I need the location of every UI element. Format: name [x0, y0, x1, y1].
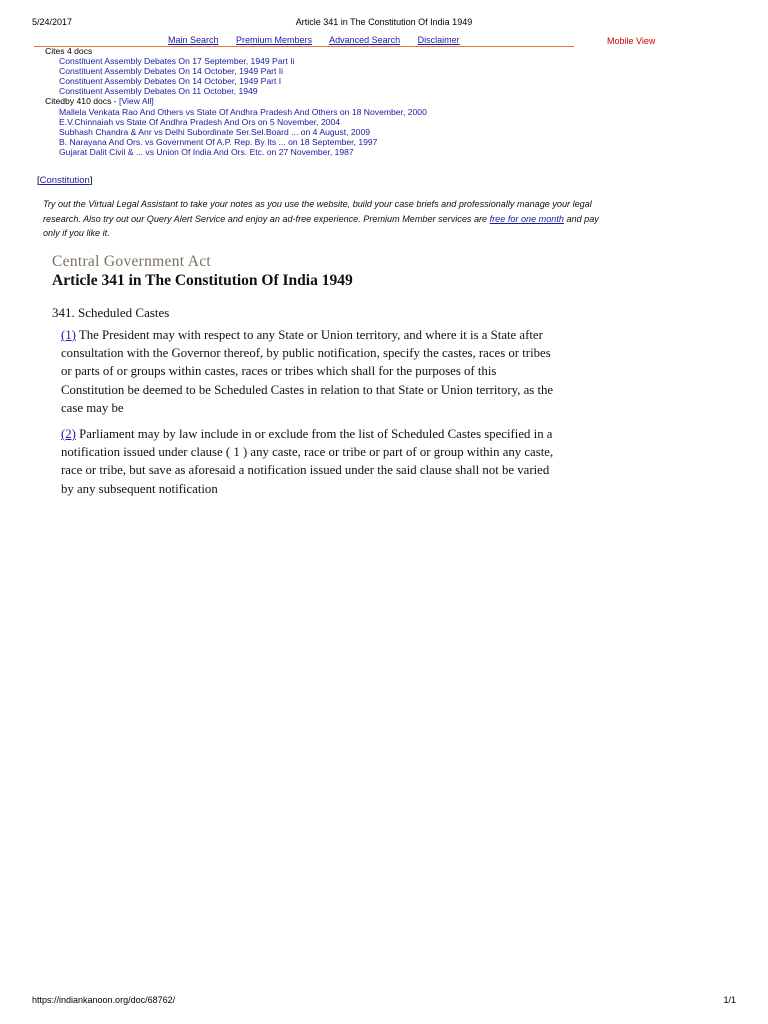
- nav-advanced-search-link[interactable]: Advanced Search: [329, 35, 401, 45]
- category-tag: [37, 175, 92, 186]
- clause-1-text: The President may with respect to any State or Union territory, and where it is a State after consultation with the Governor thereof, by public notification, specify the castes, races or tribes or parts of or groups within castes, races or tribes which shall for the purposes of this Constitution be deemed to be Scheduled Castes in relation to that State or Union territory, as the case may be: [61, 328, 554, 415]
- free-trial-link[interactable]: free for one month: [489, 213, 564, 224]
- clause-2-text: Parliament may by law include in or exclude from the list of Scheduled Castes specified in a notification issued under clause ( 1 ) any caste, race or tribe or part of or group within any caste, race or tribe, but save as aforesaid a notification issued under the said clause shall not be varied by any subsequent notification: [61, 427, 554, 496]
- mobile-view-link[interactable]: Mobile View: [607, 36, 656, 46]
- promo-text: Try out the Virtual Legal Assistant to take your notes as you use the website, build your case briefs and professionally manage your legal research. Also try out our Query Alert Service and enjoy an ad-free experience. Premium Member services are: [43, 199, 592, 224]
- nav-links: [168, 35, 475, 45]
- cites-item-link[interactable]: Constituent Assembly Debates On 11 October, 1949: [59, 86, 258, 97]
- citedby-item-link[interactable]: B. Narayana And Ors. vs Government Of A.P. Rep. By Its ... on 18 September, 1997: [59, 136, 378, 147]
- citations-panel: [45, 46, 565, 157]
- nav-main-search-link[interactable]: Main Search: [168, 35, 219, 45]
- cites-item-link[interactable]: Constituent Assembly Debates On 17 September, 1949 Part Ii: [59, 56, 295, 67]
- print-title: Article 341 in The Constitution Of India 1949: [295, 17, 473, 27]
- nav-premium-members-link[interactable]: Premium Members: [236, 35, 313, 45]
- cites-item-link[interactable]: Constituent Assembly Debates On 14 October, 1949 Part I: [59, 76, 282, 87]
- citedby-item-link[interactable]: Mallela Venkata Rao And Others vs State Of Andhra Pradesh And Others on 18 November, 2000: [59, 106, 427, 117]
- cites-header: Cites 4 docs: [45, 46, 93, 56]
- citedby-item-link[interactable]: Subhash Chandra & Anr vs Delhi Subordinate Ser.Sel.Board ... on 4 August, 2009: [59, 126, 371, 137]
- citedby-count: Citedby 410 docs -: [45, 96, 120, 107]
- document-title: Article 341 in The Constitution Of India 1949: [52, 272, 353, 289]
- premium-promo: [43, 197, 603, 241]
- tag-bracket-close: ]: [89, 175, 93, 186]
- act-type-heading: Central Government Act: [52, 253, 211, 270]
- print-page-number: 1/1: [723, 995, 736, 1005]
- citedby-item-link[interactable]: Gujarat Dalit Civil & ... vs Union Of India And Ors. Etc. on 27 November, 1987: [59, 146, 354, 157]
- constitution-tag-link[interactable]: Constitution: [39, 175, 90, 186]
- print-header: [32, 17, 736, 29]
- cites-item-link[interactable]: Constituent Assembly Debates On 14 October, 1949 Part Ii: [59, 66, 284, 77]
- promo-text-end: and pay only if you like it.: [43, 213, 599, 239]
- clause-1: [61, 326, 557, 417]
- clause-2-ref-link[interactable]: (2): [61, 427, 76, 441]
- citedby-header: [45, 96, 565, 106]
- clause-1-ref-link[interactable]: (1): [61, 328, 76, 342]
- clause-2: [61, 425, 557, 498]
- print-date: 5/24/2017: [32, 17, 73, 27]
- tag-bracket-open: [: [37, 175, 40, 186]
- print-url: https://indiankanoon.org/doc/68762/: [32, 995, 176, 1005]
- nav-disclaimer-link[interactable]: Disclaimer: [417, 35, 460, 45]
- section-title: 341. Scheduled Castes: [52, 305, 170, 320]
- citedby-item-link[interactable]: E.V.Chinnaiah vs State Of Andhra Pradesh And Ors on 5 November, 2004: [59, 116, 341, 127]
- view-all-link[interactable]: [View All]: [119, 96, 154, 107]
